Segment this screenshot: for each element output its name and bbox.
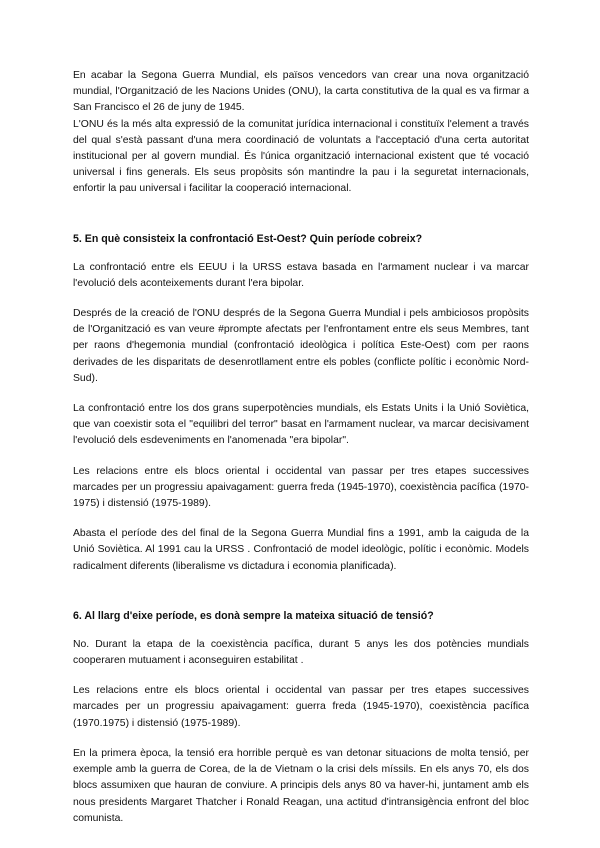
section-5-heading: 5. En què consisteix la confrontació Est-Oest? Quin període cobreix?	[73, 232, 423, 245]
section-5-paragraph-2: Després de la creació de l'ONU després de la Segona Guerra Mundial i pels ambiciosos propòsits de l'Organització es van veure #prompte afectats per l'enfrontament entre els seus Membres, tant per raons d'hegemonia mundial (confrontació ideològica i política Este-Oest) com per raons derivades de les disparitats de desenrotllament entre els pobles (conflicte polític i econòmic Nord-Sud).	[73, 308, 529, 384]
section-6-paragraph-3: En la primera època, la tensió era horrible perquè es van detonar situacions de molta tensió, per exemple amb la guerra de Corea, de la de Vietnam o la crisi dels míssils. En els anys 70, els dos blocs assumixen que hauran de conviure. A principis dels anys 80 va haver-hi, juntament amb els nous presidents Margaret Thatcher i Ronald Reagan, una actitud d'intransigència enfront del bloc comunista.	[73, 747, 529, 824]
section-5-paragraph-5: Abasta el període des del final de la Segona Guerra Mundial fins a 1991, amb la caiguda de la Unió Soviètica. Al 1991 cau la URSS . Confrontació de model ideològic, polític i econòmic. Models radicalment diferents (liberalisme vs dictadura i economia planificada).	[73, 528, 529, 572]
section-6-paragraph-1: No. Durant la etapa de la coexistència pacífica, durant 5 anys les dos potències mundials cooperaren mutuament i aconseguiren estabilitat .	[73, 638, 529, 667]
document-page	[73, 68, 529, 827]
section-6-paragraph-2: Les relacions entre els blocs oriental i occidental van passar per tres etapes successives marcades per un progressiu apaivagament: guerra freda (1945-1970), coexistència pacífica (1970.1975) i distensió (1975-1989).	[73, 685, 529, 729]
section-5-paragraph-1: La confrontació entre els EEUU i la URSS estava basada en l'armament nuclear i va marcar l'evolució dels aconteixements durant l'era bipolar.	[73, 261, 529, 289]
section-5-paragraph-3: La confrontació entre los dos grans superpotències mundials, els Estats Units i la Unió Soviètica, que van coexistir sota el "equilibri del terror" basat en l'armament nuclear, va marcar decisivament l'evolució dels esdeveniments en l'anomenada "era bipolar".	[73, 403, 529, 447]
intro-paragraph-2: L'ONU és la més alta expressió de la comunitat jurídica internacional i constituïx l'element a través del qual s'està passant d'una mera coordinació de voluntats a l'acceptació d'una certa autoritat institucional per al govern mundial. És l'única organització internacional existent que té vocació universal i fins generals. Els seus propòsits són mantindre la pau i la seguretat internacionals, enfortir la pau universal i facilitar la cooperació internacional.	[73, 118, 529, 195]
section-6-heading: 6. Al llarg d'eixe període, es donà sempre la mateixa situació de tensió?	[73, 609, 434, 622]
section-5-paragraph-4: Les relacions entre els blocs oriental i occidental van passar per tres etapes successives marcades per un progressiu apaivagament: guerra freda (1945-1970), coexistència pacífica (1970-1975) i distensió (1975-1989).	[73, 465, 529, 510]
intro-paragraph-1: En acabar la Segona Guerra Mundial, els països vencedors van crear una nova organització mundial, l'Organització de les Nacions Unides (ONU), la carta constitutiva de la qual es va firmar a San Francisco el 26 de juny de 1945.	[73, 70, 529, 114]
